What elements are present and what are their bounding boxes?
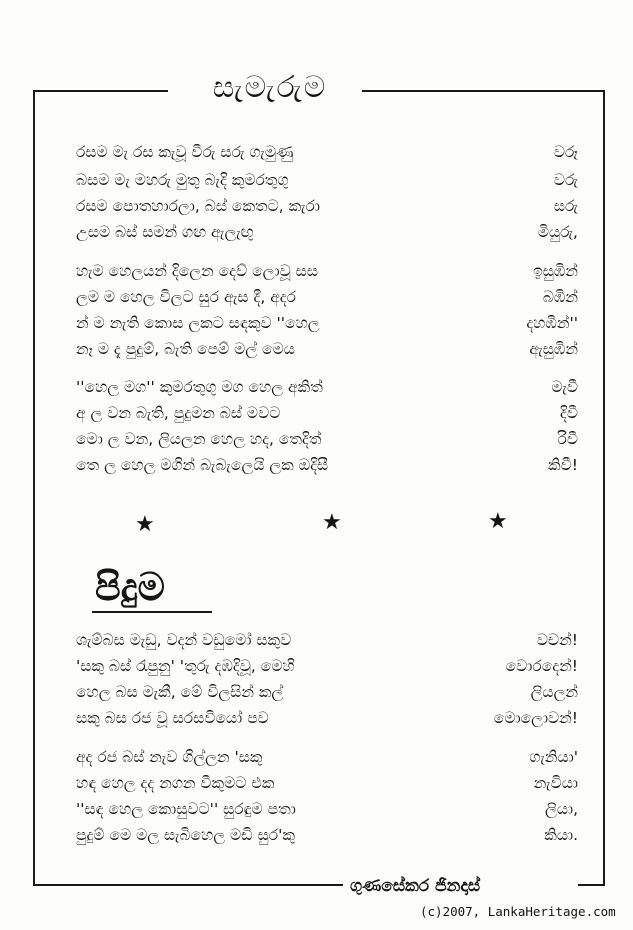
- poem-line: පුදුම් මෙ මල සැබිහෙල මඩි සුර'කු: [76, 826, 295, 844]
- poem-line-end: දහඹින්'': [526, 314, 578, 332]
- poem-line-end: ගැනියා': [529, 748, 578, 766]
- poem-line: ලම ම හෙල විලට සුර ඇස දී, අදර: [76, 288, 297, 306]
- author-name: ගුණසේකර ජිනදාස්: [350, 876, 481, 896]
- poem-line: 'සකු බස් රැපුනු' 'තුරු දඹදිවූ, මෙහි: [76, 657, 295, 675]
- poem-line: ''හෙල මග'' කුමරතුගු මග හෙල අකිත්: [76, 378, 323, 396]
- poem-line: ශැම්බස මැඩු, වදන් වඩුමෝ සකුව: [76, 631, 292, 649]
- poem-title: සැමැරුම: [212, 70, 328, 105]
- poem-line-end: රිවී: [557, 430, 578, 448]
- poem-line-end: බඹින්: [542, 288, 578, 306]
- poem-line: රසම පොතහාරලා, බස් කෙතට, කැරා: [76, 197, 321, 215]
- poem-line-end: ඉසුඹින්: [533, 262, 578, 280]
- section-title: පිදුම: [95, 565, 165, 609]
- poem-line-end: ලියලන්: [530, 683, 578, 701]
- poem-line-end: වචන්!: [536, 631, 578, 649]
- star-icon: ★: [488, 509, 508, 534]
- section-underline: [92, 611, 212, 613]
- poem-line: න් ම නැති කොස ලකට සඳකුව ''හෙල: [76, 314, 320, 332]
- poem-line-end: සරු: [553, 197, 578, 215]
- poem-line-end: මොලොවන්!: [493, 709, 578, 727]
- frame-right: [603, 90, 605, 885]
- poem-line: නෑ ම දැ පුදුම්, බැති පෙම් මල් මෙය: [76, 340, 295, 358]
- frame-top-right: [362, 90, 604, 92]
- poem-line: අ ල වන බැති, පුදුමන බස් මවට: [76, 404, 281, 422]
- star-icon: ★: [322, 510, 342, 535]
- poem-line-end: ඇසුඹින්: [529, 340, 578, 358]
- poem-line: හෙල බස මැකී, මේ විලසින් කල්: [76, 683, 284, 701]
- poem-line: හඳ හෙල දද නගන වීකුමට එක: [76, 774, 275, 792]
- poem-line-end: මියුරු,: [537, 223, 578, 241]
- poem-line: සකු බස රජ වූ සරසවියෝ පව: [76, 709, 269, 727]
- star-icon: ★: [135, 512, 155, 537]
- poem-line-end: දිවී: [559, 404, 578, 422]
- poem-line: මො ල වන, ලියලන හෙල හද, තෙදිත්: [76, 430, 322, 448]
- frame-bottom-left: [33, 884, 343, 886]
- frame-bottom-right: [578, 884, 605, 886]
- poem-line-end: නැවියා: [533, 774, 578, 792]
- poem-line-end: කිවී!: [548, 456, 578, 474]
- poem-line: බසම මැ මහරු මුතු බැදි කුමරතුගු: [76, 171, 289, 189]
- poem-line: තෙ ල හෙල මගින් බැබැලෙයි ලක ඔදිසී: [76, 456, 329, 474]
- poem-line-end: මැවී: [551, 378, 578, 396]
- poem-line-end: ලියා,: [545, 800, 578, 818]
- poem-line: අද රජ බස් නැව ගිල්ලන 'සකු: [76, 748, 263, 766]
- poem-line: හැම හෙලයන් දිලෙන දෙව් ලොවූ සස: [76, 262, 318, 280]
- frame-top-left: [33, 90, 168, 92]
- poem-line-end: වරු: [553, 171, 578, 189]
- copyright-credit: (c)2007, LankaHeritage.com: [420, 904, 616, 919]
- poem-line-end: වරූ: [553, 143, 578, 161]
- poem-line-end: කියා.: [544, 826, 578, 844]
- poem-line: උසම බස් සමන් ගඟ ඇලැඟු: [76, 223, 254, 241]
- poem-line: රසම මැ රස කැවූ වීරු සරු ගැමුණු: [76, 143, 294, 161]
- poem-line: ''සඳ හෙල කොසුවට'' සුරඳුම පතා: [76, 800, 296, 818]
- frame-left: [33, 90, 35, 885]
- poem-line-end: වොරදෙන්!: [505, 657, 578, 675]
